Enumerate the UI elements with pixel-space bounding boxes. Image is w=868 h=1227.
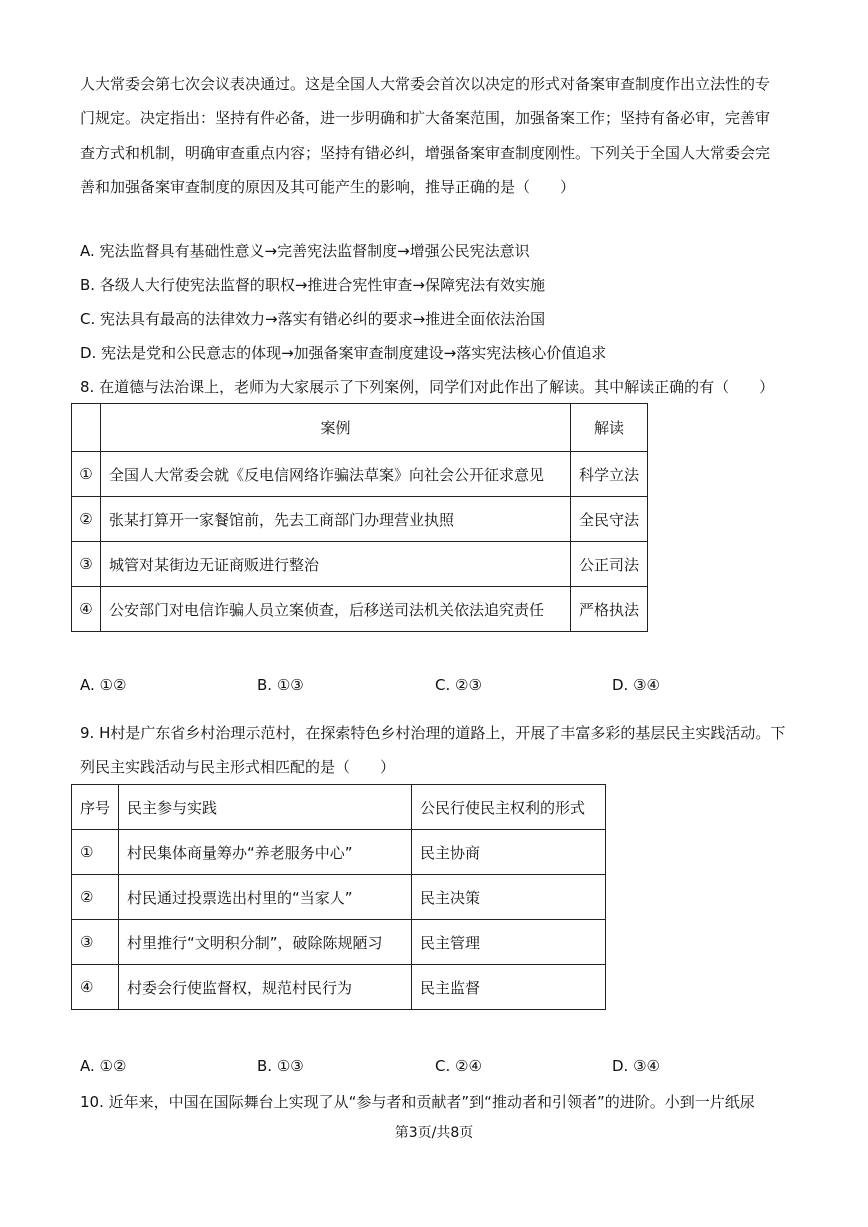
table-header-row	[72, 785, 606, 830]
table-row	[72, 875, 606, 920]
table-row	[72, 830, 606, 875]
q7-option-a: A. 宪法监督具有基础性意义→完善宪法监督制度→增强公民宪法意识	[80, 242, 530, 260]
table-cell: ①	[72, 830, 119, 875]
q9-options	[80, 1055, 780, 1077]
q9-stem-line-1: 9. H村是广东省乡村治理示范村，在探索特色乡村治理的道路上，开展了丰富多彩的基层民主实践活动。下	[80, 724, 786, 742]
q8-stem: 8. 在道德与法治课上，老师为大家展示了下列案例，同学们对此作出了解读。其中解读正确的有（ ）	[80, 378, 775, 396]
table-cell: 村民通过投票选出村里的“当家人”	[119, 875, 412, 920]
table-cell: 民主监督	[412, 965, 606, 1010]
table-cell: ③	[72, 920, 119, 965]
q9-option-a: A. ①②	[80, 1057, 127, 1075]
table-cell: ①	[72, 452, 101, 497]
page-footer: 第3页/共8页	[394, 1125, 474, 1141]
table-cell: 民主协商	[412, 830, 606, 875]
table-row	[72, 587, 648, 632]
q7-stem-line-1: 人大常委会第七次会议表决通过。这是全国人大常委会首次以决定的形式对备案审查制度作出立法性的专	[80, 75, 771, 93]
table-cell: ③	[72, 542, 101, 587]
q10-stem: 10. 近年来，中国在国际舞台上实现了从“参与者和贡献者”到“推动者和引领者”的进阶。小到一片纸尿	[80, 1093, 755, 1111]
table-cell: 科学立法	[571, 452, 648, 497]
table-cell: ②	[72, 875, 119, 920]
table-row	[72, 497, 648, 542]
table-header-cell: 序号	[72, 785, 119, 830]
table-header-row	[72, 404, 648, 452]
q8-case-table	[71, 403, 648, 632]
table-row	[72, 965, 606, 1010]
q7-option-c: C. 宪法具有最高的法律效力→落实有错必纠的要求→推进全面依法治国	[80, 310, 546, 328]
q8-option-b: B. ①③	[257, 676, 304, 694]
q8-option-d: D. ③④	[612, 676, 660, 694]
q9-democracy-table	[71, 784, 606, 1010]
table-header-cell: 解读	[571, 404, 648, 452]
q9-option-d: D. ③④	[612, 1057, 660, 1075]
table-cell: 严格执法	[571, 587, 648, 632]
q9-option-c: C. ②④	[435, 1057, 482, 1075]
table-cell: 村民集体商量筹办“养老服务中心”	[119, 830, 412, 875]
table-cell: 公正司法	[571, 542, 648, 587]
table-header-cell: 案例	[101, 404, 571, 452]
table-cell: 公安部门对电信诈骗人员立案侦查，后移送司法机关依法追究责任	[101, 587, 571, 632]
table-cell: ④	[72, 587, 101, 632]
q8-option-a: A. ①②	[80, 676, 127, 694]
q9-option-b: B. ①③	[257, 1057, 304, 1075]
q7-stem-line-4: 善和加强备案审查制度的原因及其可能产生的影响，推导正确的是（ ）	[80, 178, 576, 196]
table-cell: 村委会行使监督权，规范村民行为	[119, 965, 412, 1010]
table-cell: ④	[72, 965, 119, 1010]
q9-stem-line-2: 列民主实践活动与民主形式相匹配的是（ ）	[80, 758, 396, 776]
table-row	[72, 920, 606, 965]
q8-options	[80, 674, 780, 696]
table-cell: 民主决策	[412, 875, 606, 920]
table-cell: ②	[72, 497, 101, 542]
q7-stem-line-2: 门规定。决定指出：坚持有件必备，进一步明确和扩大备案范围，加强备案工作；坚持有备必审，完善审	[80, 109, 771, 127]
table-row	[72, 452, 648, 497]
q7-option-d: D. 宪法是党和公民意志的体现→加强备案审查制度建设→落实宪法核心价值追求	[80, 344, 607, 362]
table-cell: 全国人大常委会就《反电信网络诈骗法草案》向社会公开征求意见	[101, 452, 571, 497]
table-cell: 全民守法	[571, 497, 648, 542]
table-cell: 张某打算开一家餐馆前，先去工商部门办理营业执照	[101, 497, 571, 542]
q7-stem-line-3: 查方式和机制，明确审查重点内容；坚持有错必纠，增强备案审查制度刚性。下列关于全国人大常委会完	[80, 144, 771, 162]
q7-option-b: B. 各级人大行使宪法监督的职权→推进合宪性审查→保障宪法有效实施	[80, 276, 545, 294]
table-header-cell: 民主参与实践	[119, 785, 412, 830]
table-cell: 城管对某街边无证商贩进行整治	[101, 542, 571, 587]
table-cell: 村里推行“文明积分制”，破除陈规陋习	[119, 920, 412, 965]
table-row	[72, 542, 648, 587]
q8-option-c: C. ②③	[435, 676, 482, 694]
table-cell: 民主管理	[412, 920, 606, 965]
table-header-cell: 公民行使民主权利的形式	[412, 785, 606, 830]
table-header-cell	[72, 404, 101, 452]
